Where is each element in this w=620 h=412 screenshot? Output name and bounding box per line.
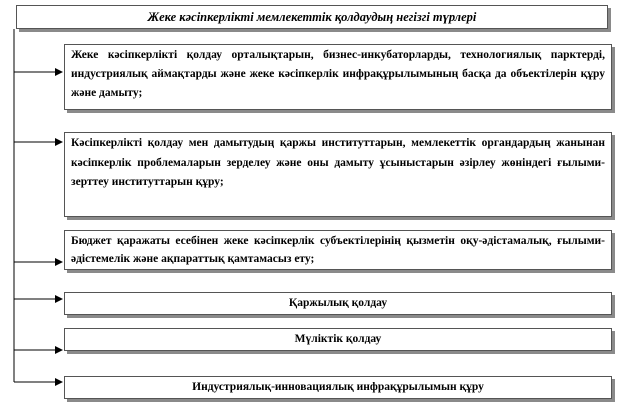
item-financial-support: Қаржылық қолдау [64, 292, 612, 315]
item-support-centers: Жеке кәсіпкерлікті қолдау орталықтарын, бизнес-инкубаторларды, технологиялық парктерді, индустриялық аймақтарды және жеке кәсіпкерлік инфрақұрылымының басқа да объектілерін құру және дамыту; [64, 44, 612, 110]
item-industrial-infrastructure: Индустриялық-инновациялық инфрақұрылымын құру [64, 376, 612, 399]
item-budget-support: Бюджет қаражаты есебінен жеке кәсіпкерлік субъектілерінің қызметін оқу-әдістамалық, ғылыми-әдістемелік және ақпараттық қамтамасыз ету; [64, 230, 612, 270]
item-financial-institutes: Кәсіпкерлікті қолдау мен дамытудың қаржы институттарын, мемлекеттік органдардың жанынан кәсіпкерлік проблемаларын зерделеу және оны дамыту ұсыныстарын әзірлеу жөніндегі ғылыми-зерттеу институттарын құру; [64, 132, 612, 217]
diagram-title: Жеке кәсіпкерлікті мемлекеттік қолдаудың негізгі түрлері [16, 5, 608, 29]
item-property-support: Мүліктік қолдау [64, 328, 612, 351]
